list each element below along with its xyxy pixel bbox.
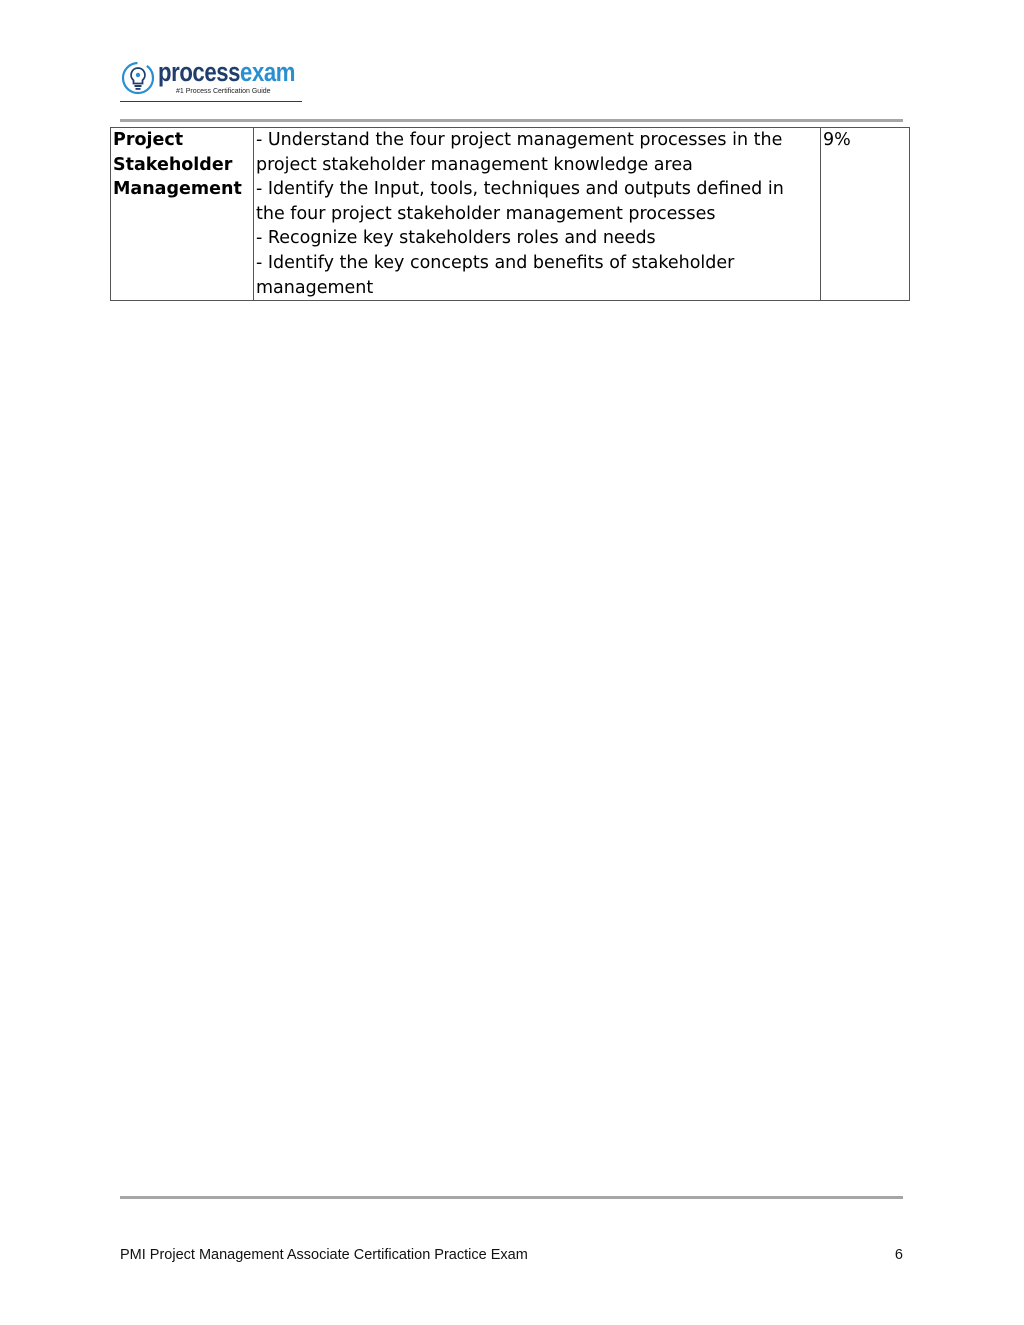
details-line: - Identify the Input, tools, techniques and outputs defined in [256, 179, 784, 200]
footer-divider [120, 1196, 903, 1199]
logo-underline [120, 101, 302, 102]
topic-line: Project [113, 130, 184, 150]
footer-title: PMI Project Management Associate Certification Practice Exam [120, 1247, 528, 1263]
weight-cell: 9% [821, 128, 910, 301]
processexam-logo [120, 58, 310, 104]
logo-wordmark: processexam [158, 57, 296, 87]
header-divider [120, 119, 903, 122]
exam-topics-table [110, 127, 910, 301]
details-line: - Identify the key concepts and benefits of stakeholder [256, 252, 735, 273]
lightbulb-gear-icon [120, 60, 156, 96]
details-line: - Understand the four project management processes in the [256, 130, 783, 150]
topic-cell [111, 128, 254, 301]
page-number: 6 [894, 1247, 903, 1263]
topic-line: Stakeholder [113, 154, 233, 175]
details-cell [254, 128, 821, 301]
details-line: project stakeholder management knowledge area [256, 154, 693, 175]
topic-line: Management [113, 179, 242, 200]
details-line: - Recognize key stakeholders roles and needs [256, 228, 656, 249]
table-row [111, 128, 910, 301]
details-line: the four project stakeholder management processes [256, 203, 716, 224]
logo-tagline: #1 Process Certification Guide [176, 88, 271, 95]
details-line: management [256, 277, 374, 298]
